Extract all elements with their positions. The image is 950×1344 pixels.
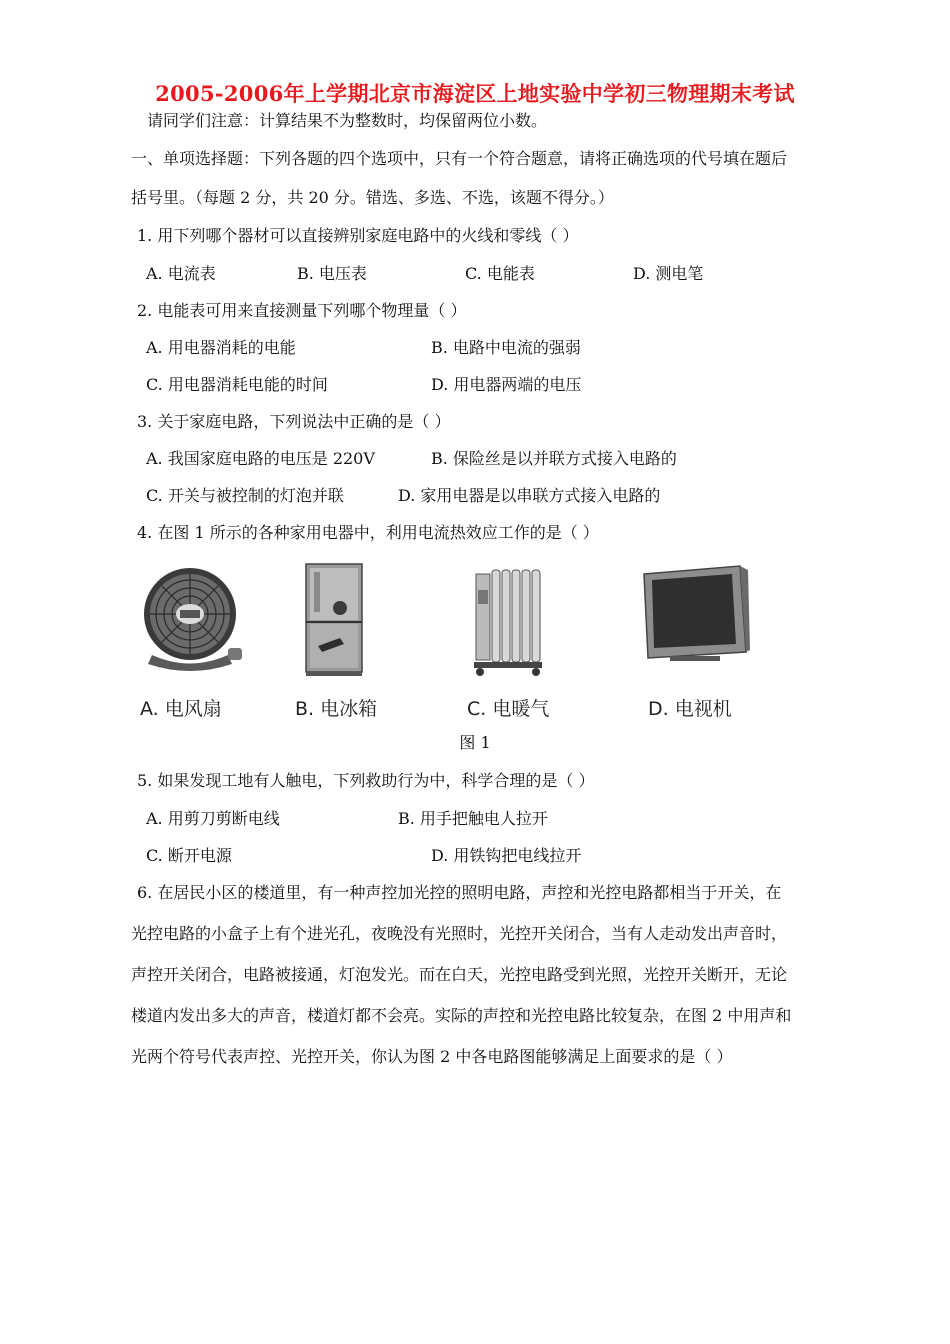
question-3-option-a: A. 我国家庭电路的电压是 220V bbox=[146, 449, 375, 468]
electric-fan-image bbox=[140, 560, 245, 672]
question-6-line-2: 光控电路的小盒子上有个进光孔，夜晚没有光照时，光控开关闭合，当有人走动发出声音时， bbox=[131, 924, 788, 943]
question-3-stem: 3. 关于家庭电路，下列说法中正确的是（ ） bbox=[137, 412, 451, 431]
exam-title: 2005-2006年上学期北京市海淀区上地实验中学初三物理期末考试 bbox=[155, 81, 795, 106]
question-1-option-d: D. 测电笔 bbox=[633, 264, 704, 283]
question-2-option-b: B. 电路中电流的强弱 bbox=[431, 338, 581, 357]
television-image bbox=[640, 560, 750, 664]
question-4-stem: 4. 在图 1 所示的各种家用电器中，利用电流热效应工作的是（ ） bbox=[137, 523, 599, 542]
figure1-caption-a: A. 电风扇 bbox=[140, 698, 222, 720]
question-3-option-d: D. 家用电器是以串联方式接入电路的 bbox=[398, 486, 661, 505]
question-6-line-5: 光两个符号代表声控、光控开关，你认为图 2 中各电路图能够满足上面要求的是（ ） bbox=[131, 1047, 733, 1066]
electric-heater-image bbox=[470, 560, 548, 680]
figure1-caption-d: D. 电视机 bbox=[648, 698, 732, 720]
refrigerator-image bbox=[300, 560, 368, 680]
question-1-option-c: C. 电能表 bbox=[465, 264, 535, 283]
question-3-option-c: C. 开关与被控制的灯泡并联 bbox=[146, 486, 344, 505]
question-5-stem: 5. 如果发现工地有人触电，下列救助行为中，科学合理的是（ ） bbox=[137, 771, 595, 790]
question-5-option-c: C. 断开电源 bbox=[146, 846, 232, 865]
question-2-option-a: A. 用电器消耗的电能 bbox=[146, 338, 296, 357]
question-2-stem: 2. 电能表可用来直接测量下列哪个物理量（ ） bbox=[137, 301, 467, 320]
question-2-option-c: C. 用电器消耗电能的时间 bbox=[146, 375, 328, 394]
figure1-label: 图 1 bbox=[459, 733, 491, 752]
question-1-stem: 1. 用下列哪个器材可以直接辨别家庭电路中的火线和零线（ ） bbox=[137, 226, 579, 245]
figure1-caption-c: C. 电暖气 bbox=[467, 698, 550, 720]
question-5-option-a: A. 用剪刀剪断电线 bbox=[146, 809, 280, 828]
question-5-option-d: D. 用铁钩把电线拉开 bbox=[431, 846, 582, 865]
question-6-line-1: 6. 在居民小区的楼道里，有一种声控加光控的照明电路，声控和光控电路都相当于开关，在 bbox=[137, 883, 782, 902]
section-heading-line1: 一、单项选择题：下列各题的四个选项中，只有一个符合题意，请将正确选项的代号填在题后 bbox=[131, 149, 788, 168]
question-5-option-b: B. 用手把触电人拉开 bbox=[398, 809, 548, 828]
section-heading-line2: 括号里。（每题 2 分，共 20 分。错选、多选、不选，该题不得分。） bbox=[131, 188, 614, 207]
question-1-option-a: A. 电流表 bbox=[146, 264, 216, 283]
question-1-option-b: B. 电压表 bbox=[297, 264, 367, 283]
exam-note: 请同学们注意：计算结果不为整数时，均保留两位小数。 bbox=[147, 111, 548, 130]
question-3-option-b: B. 保险丝是以并联方式接入电路的 bbox=[431, 449, 677, 468]
question-6-line-4: 楼道内发出多大的声音，楼道灯都不会亮。实际的声控和光控电路比较复杂，在图 2 中用声和 bbox=[131, 1006, 792, 1025]
question-6-line-3: 声控开关闭合，电路被接通，灯泡发光。而在白天，光控电路受到光照，光控开关断开，无论 bbox=[131, 965, 788, 984]
question-2-option-d: D. 用电器两端的电压 bbox=[431, 375, 582, 394]
figure1-caption-b: B. 电冰箱 bbox=[295, 698, 378, 720]
